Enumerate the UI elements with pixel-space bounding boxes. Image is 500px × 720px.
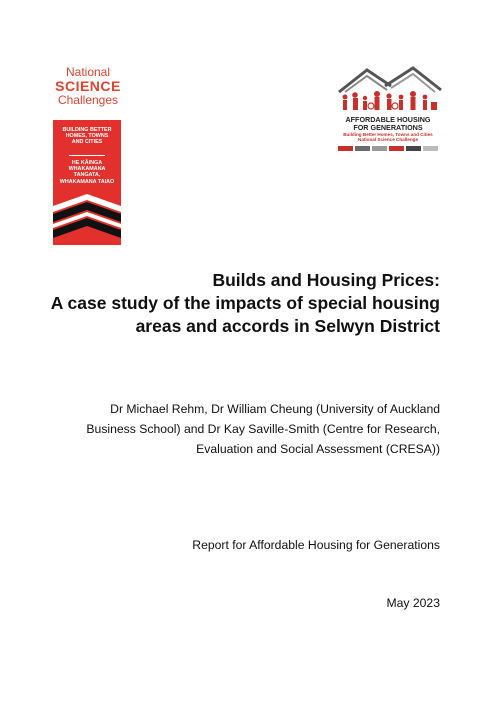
ahg-subtitle: Building Better Homes, Towns and Cities National Science Challenge — [343, 132, 433, 143]
building-better-band — [53, 120, 121, 245]
title-line-3: areas and accords in Selwyn District — [135, 316, 440, 336]
report-for: Report for Affordable Housing for Generations — [192, 538, 440, 552]
report-title — [40, 269, 440, 338]
title-line-2: A case study of the impacts of special housing — [50, 293, 440, 313]
ahg-title: AFFORDABLE HOUSING FOR GENERATIONS — [345, 115, 431, 132]
logo-text-challenges: Challenges — [57, 93, 119, 107]
national-science-challenges-logo — [48, 66, 128, 107]
ahg-color-bar — [338, 146, 438, 151]
band-divider — [69, 155, 105, 156]
authors-line-2: Business School) and Dr Kay Saville-Smith (Centre for Research, — [86, 422, 440, 436]
authors-line-1: Dr Michael Rehm, Dr William Cheung (University of Auckland — [110, 402, 440, 416]
chevron-pattern-icon — [53, 192, 121, 245]
authors — [40, 399, 440, 459]
band-text-english: BUILDING BETTER HOMES, TOWNS AND CITIES — [62, 127, 112, 146]
logo-text-national: National — [65, 65, 111, 79]
authors-line-3: Evaluation and Social Assessment (CRESA)) — [196, 442, 440, 456]
report-date: May 2023 — [386, 596, 440, 610]
title-line-1: Builds and Housing Prices: — [212, 270, 440, 290]
logo-text-science: SCIENCE — [55, 78, 121, 94]
band-text-maori: HE KĀINGA WHAKAMANA TANGATA, WHAKAMANA TAIAO — [59, 160, 115, 185]
